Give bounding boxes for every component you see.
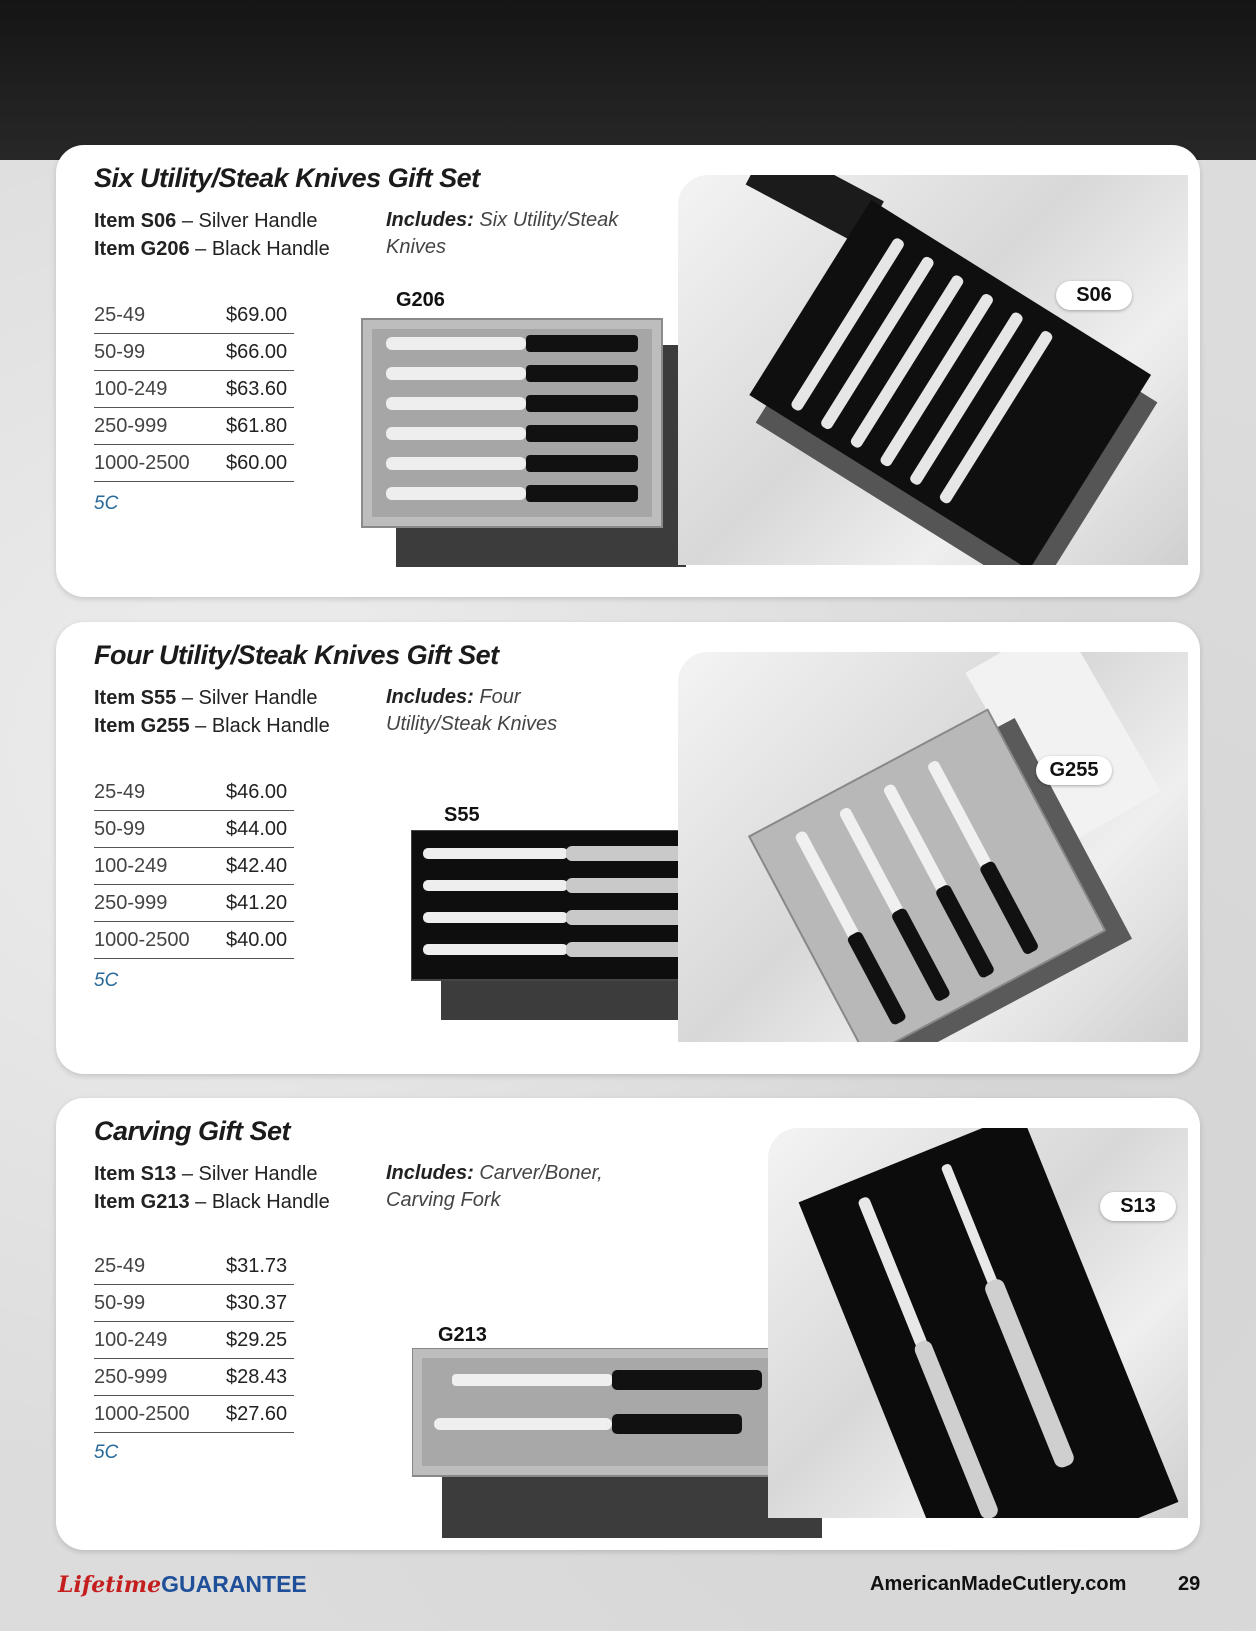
item-silver [94,1160,330,1188]
price-value: $66.00 [226,334,294,371]
product-code: 5C [94,493,119,514]
price-row [94,848,294,885]
item-silver [94,207,330,235]
item-code: Item S55 [94,687,177,709]
price-row [94,371,294,408]
qty-range: 1000-2500 [94,922,226,959]
item-code: Item G255 [94,715,190,737]
price-value: $46.00 [226,774,294,811]
photo-product-label: G255 [1036,756,1112,785]
item-desc: – Black Handle [189,715,330,737]
box-product-label: S55 [444,804,480,826]
includes-text [386,684,626,738]
price-row [94,297,294,334]
price-row [94,774,294,811]
qty-range: 250-999 [94,408,226,445]
product-title: Carving Gift Set [94,1116,291,1146]
qty-range: 50-99 [94,334,226,371]
price-value: $44.00 [226,811,294,848]
price-value: $61.80 [226,408,294,445]
price-row [94,1248,294,1285]
item-desc: – Silver Handle [176,687,318,709]
price-row [94,445,294,482]
includes-text [386,1160,626,1214]
item-code: Item S06 [94,210,177,232]
qty-range: 25-49 [94,774,226,811]
product-title: Six Utility/Steak Knives Gift Set [94,163,480,193]
includes-value: Six Utility/Steak Knives [386,209,619,258]
lifetime-guarantee-logo [58,1571,307,1598]
includes-value: Carver/Boner, Carving Fork [386,1162,603,1211]
price-value: $29.25 [226,1322,294,1359]
includes-value: Four Utility/Steak Knives [386,686,558,735]
price-row [94,1322,294,1359]
item-black [94,235,330,263]
item-list [94,1160,330,1216]
price-value: $69.00 [226,297,294,334]
qty-range: 50-99 [94,1285,226,1322]
product-photo-s06 [678,175,1188,565]
item-silver [94,684,330,712]
qty-range: 1000-2500 [94,445,226,482]
website-link[interactable]: AmericanMadeCutlery.com [870,1573,1127,1595]
box-product-label: G213 [438,1324,487,1346]
product-card-carving-set [56,1098,1200,1550]
qty-range: 100-249 [94,848,226,885]
logo-lifetime: Lifetime [58,1572,162,1598]
price-row [94,811,294,848]
product-code: 5C [94,1442,119,1463]
qty-range: 50-99 [94,811,226,848]
knife-box-silver-handles [678,175,1188,565]
includes-label: Includes: [386,686,474,708]
photo-product-label: S06 [1056,281,1132,310]
product-code: 5C [94,970,119,991]
product-title: Four Utility/Steak Knives Gift Set [94,640,499,670]
qty-range: 25-49 [94,1248,226,1285]
item-list [94,684,330,740]
qty-range: 100-249 [94,1322,226,1359]
qty-range: 25-49 [94,297,226,334]
price-row [94,1359,294,1396]
price-row [94,1396,294,1433]
qty-range: 250-999 [94,1359,226,1396]
price-row [94,408,294,445]
box-product-label: G206 [396,289,445,311]
item-desc: – Silver Handle [176,1163,318,1185]
photo-product-label: S13 [1100,1192,1176,1221]
price-value: $60.00 [226,445,294,482]
qty-range: 250-999 [94,885,226,922]
product-photo-g255 [678,652,1188,1042]
price-row [94,334,294,371]
price-table [94,774,294,959]
price-table [94,297,294,482]
item-code: Item G206 [94,238,190,260]
price-value: $42.40 [226,848,294,885]
item-list [94,207,330,263]
item-desc: – Black Handle [189,1191,330,1213]
price-value: $31.73 [226,1248,294,1285]
price-value: $27.60 [226,1396,294,1433]
knife-box-black-handles [678,652,1188,1042]
item-desc: – Silver Handle [176,210,318,232]
price-row [94,885,294,922]
carving-box-silver-handles [768,1128,1188,1518]
item-desc: – Black Handle [189,238,330,260]
knife-box-black-handles [356,315,701,570]
logo-guarantee: GUARANTEE [161,1571,307,1597]
carving-box-black-handles [412,1348,824,1548]
price-row [94,1285,294,1322]
includes-text [386,207,626,261]
price-value: $40.00 [226,922,294,959]
product-photo-s13 [768,1128,1188,1518]
page-number: 29 [1178,1573,1201,1595]
item-code: Item S13 [94,1163,177,1185]
includes-label: Includes: [386,1162,474,1184]
product-card-four-knives [56,622,1200,1074]
price-row [94,922,294,959]
item-black [94,1188,330,1216]
price-value: $41.20 [226,885,294,922]
qty-range: 1000-2500 [94,1396,226,1433]
price-value: $30.37 [226,1285,294,1322]
product-card-six-knives [56,145,1200,597]
includes-label: Includes: [386,209,474,231]
price-value: $63.60 [226,371,294,408]
item-code: Item G213 [94,1191,190,1213]
qty-range: 100-249 [94,371,226,408]
price-value: $28.43 [226,1359,294,1396]
item-black [94,712,330,740]
price-table [94,1248,294,1433]
